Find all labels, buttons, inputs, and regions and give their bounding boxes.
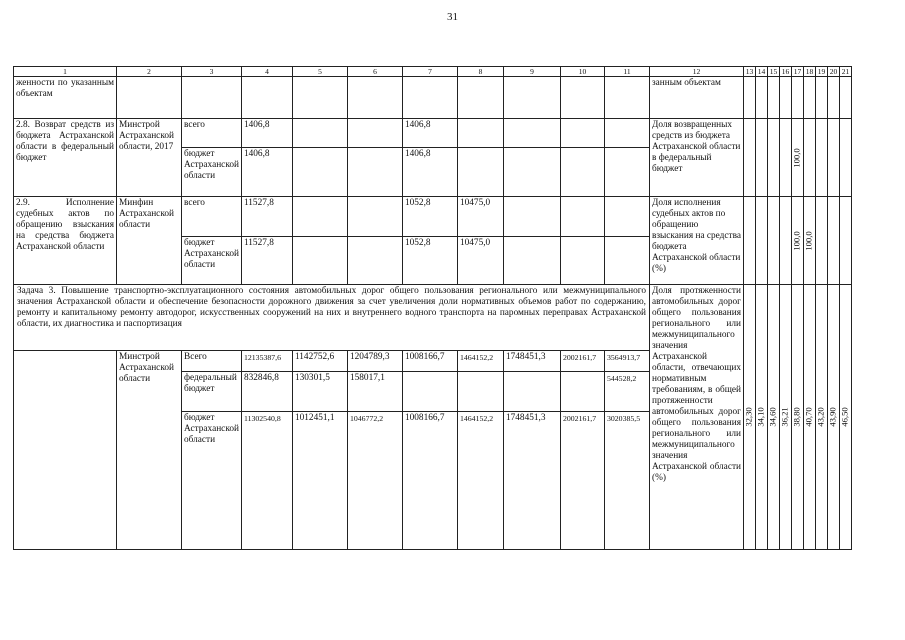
target-value: 100,0	[791, 147, 802, 168]
funding-source: федеральный бюджет	[182, 372, 242, 412]
target-value: 43,20	[815, 407, 826, 427]
column-number-row	[14, 67, 852, 77]
funding-source: бюджет Астраханской области	[182, 237, 242, 285]
column-header: 18	[803, 67, 815, 77]
target-cell	[815, 285, 827, 550]
target-value: 46,50	[839, 407, 850, 427]
target-cell	[755, 285, 767, 550]
funding-source: всего	[182, 119, 242, 148]
table-row	[14, 285, 852, 351]
value-cell: 1052,8	[402, 237, 457, 285]
target-value: 100,0	[803, 230, 814, 251]
value-cell: 2002161,7	[560, 351, 604, 372]
target-cell	[791, 197, 803, 285]
value-cell: 1406,8	[241, 148, 292, 197]
target-value: 34,60	[767, 407, 778, 427]
funding-source: бюджет Астраханской области	[182, 148, 242, 197]
value-cell: 1204789,3	[347, 351, 402, 372]
column-header: 8	[457, 67, 503, 77]
program-table	[13, 66, 852, 550]
column-header: 13	[743, 67, 755, 77]
measure-name: 2.8. Возврат средств из бюджета Астраханской области в федеральный бюджет	[14, 119, 117, 197]
column-header: 4	[241, 67, 292, 77]
column-header: 14	[755, 67, 767, 77]
value-cell: 11527,8	[241, 197, 292, 237]
column-header: 17	[791, 67, 803, 77]
value-cell: 1748451,3	[503, 412, 560, 550]
column-header: 19	[815, 67, 827, 77]
value-cell: 3564913,7	[604, 351, 649, 372]
column-header: 3	[182, 67, 242, 77]
value-cell: 11302540,8	[241, 412, 292, 550]
value-cell: 1748451,3	[503, 351, 560, 372]
executor: Минфин Астраханской области	[117, 197, 182, 285]
funding-source: бюджет Астраханской области	[182, 412, 242, 550]
table-row	[14, 77, 852, 119]
table-row	[14, 119, 852, 148]
value-cell: 2002161,7	[560, 412, 604, 550]
measure-name: 2.9. Исполнение судебных актов по обращению взыскания на средства бюджета Астраханской области	[14, 197, 117, 285]
column-header: 20	[827, 67, 839, 77]
column-header: 7	[402, 67, 457, 77]
column-header: 15	[767, 67, 779, 77]
target-value: 43,90	[827, 407, 838, 427]
indicator-text: Доля исполнения судебных актов по обращению взыскания на средства бюджета Астраханской области (%)	[649, 197, 743, 285]
value-cell: 1046772,2	[347, 412, 402, 550]
target-value: 34,10	[755, 407, 766, 427]
value-cell: 12135387,6	[241, 351, 292, 372]
column-header: 16	[779, 67, 791, 77]
target-cell	[779, 285, 791, 550]
value-cell: 544528,2	[604, 372, 649, 412]
value-cell: 130301,5	[292, 372, 347, 412]
target-cell	[827, 285, 839, 550]
column-header: 21	[839, 67, 851, 77]
table-row	[14, 197, 852, 237]
column-header: 9	[503, 67, 560, 77]
column-header: 11	[604, 67, 649, 77]
target-cell	[791, 119, 803, 197]
target-value: 36,21	[779, 407, 790, 427]
target-cell	[767, 285, 779, 550]
value-cell: 3020385,5	[604, 412, 649, 550]
value-cell: 10475,0	[457, 237, 503, 285]
funding-source: всего	[182, 197, 242, 237]
value-cell: 1008166,7	[402, 351, 457, 372]
page-number: 31	[447, 11, 458, 23]
value-cell: 1464152,2	[457, 412, 503, 550]
value-cell: 1142752,6	[292, 351, 347, 372]
executor: Минстрой Астраханской области, 2017	[117, 119, 182, 197]
executor: Минстрой Астраханской области	[117, 351, 182, 550]
value-cell: 1406,8	[241, 119, 292, 148]
target-cell	[791, 285, 803, 550]
target-value: 32,30	[743, 407, 754, 427]
value-cell: 832846,8	[241, 372, 292, 412]
column-header: 1	[14, 67, 117, 77]
indicator-text: Доля протяженности автомобильных дорог общего пользования регионального или межмуниципального значения Астраханской области, отвечающих нормативным требованиям, в общей протяженности автомобильных дорог общего пользования регионального или межмуниципального значения Астраханской области (%)	[649, 285, 743, 550]
value-cell: 11527,8	[241, 237, 292, 285]
value-cell: 1052,8	[402, 197, 457, 237]
target-cell	[743, 285, 755, 550]
value-cell: 158017,1	[347, 372, 402, 412]
indicator-text: занным объектам	[649, 77, 743, 119]
measure-name: женности по указанным объектам	[14, 77, 117, 119]
task-title: Задача 3. Повышение транспортно-эксплуатационного состояния автомобильных дорог общего пользования регионального или межмуниципального значения Астраханской области и обеспечение безопасности дорожного движения за счет увеличения доли нормативных объемов работ по содержанию, ремонту и капитальному ремонту автодорог, искусственных сооружений на них и внутреннего водного транспорта на паромных переправах Астраханской области, их диагностика и паспортизация	[14, 285, 650, 351]
column-header: 5	[292, 67, 347, 77]
column-header: 6	[347, 67, 402, 77]
value-cell: 1406,8	[402, 148, 457, 197]
target-value: 40,70	[803, 407, 814, 427]
column-header: 12	[649, 67, 743, 77]
column-header: 2	[117, 67, 182, 77]
value-cell: 10475,0	[457, 197, 503, 237]
column-header: 10	[560, 67, 604, 77]
value-cell: 1406,8	[402, 119, 457, 148]
value-cell: 1008166,7	[402, 412, 457, 550]
funding-source: Всего	[182, 351, 242, 372]
target-cell	[839, 285, 851, 550]
value-cell: 1464152,2	[457, 351, 503, 372]
target-value: 38,80	[791, 407, 802, 427]
target-cell	[803, 197, 815, 285]
value-cell: 1012451,1	[292, 412, 347, 550]
target-cell	[803, 285, 815, 550]
indicator-text: Доля возвращенных средств из бюджета Астраханской области в федеральный бюджет	[649, 119, 743, 197]
target-value: 100,0	[791, 230, 802, 251]
